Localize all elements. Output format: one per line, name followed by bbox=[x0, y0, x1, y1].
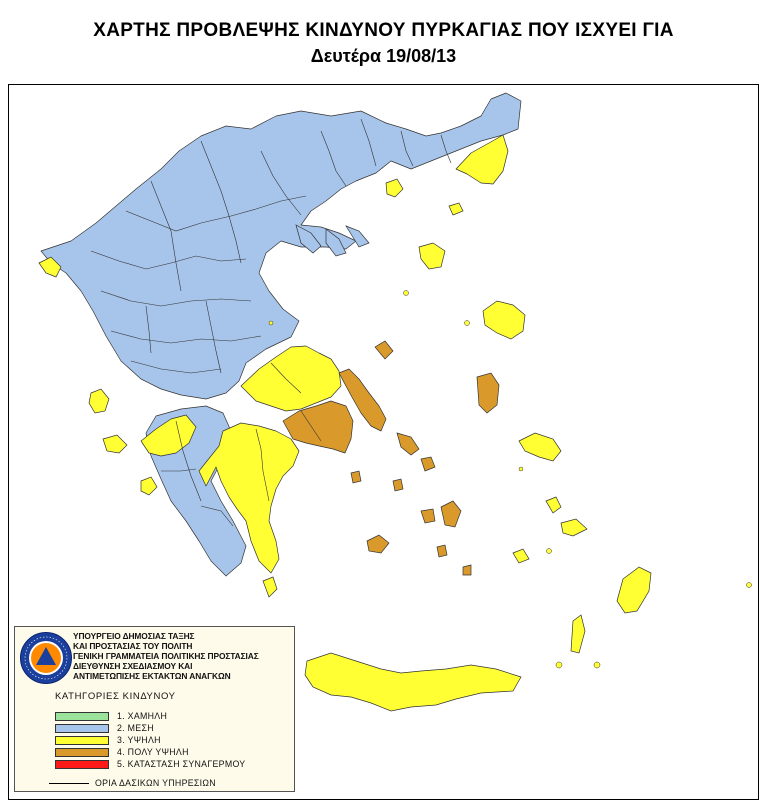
island-naxos bbox=[441, 501, 461, 527]
island-karpathos bbox=[571, 615, 585, 653]
swatch-low bbox=[55, 712, 109, 721]
island-ikaria bbox=[561, 519, 587, 536]
island-kos bbox=[513, 549, 529, 563]
island-santorini bbox=[463, 565, 471, 575]
categories-title: ΚΑΤΗΓΟΡΙΕΣ ΚΙΝΔΥΝΟΥ bbox=[55, 691, 176, 702]
island-andros bbox=[397, 433, 419, 455]
map-date: Δευτέρα 19/08/13 bbox=[310, 46, 457, 66]
island-zakynthos bbox=[141, 477, 157, 495]
map-title: ΧΑΡΤΗΣ ΠΡΟΒΛΕΨΗΣ ΚΙΝΔΥΝΟΥ ΠΥΡΚΑΓΙΑΣ ΠΟΥ ΙΣΧΥΕΙ ΓΙΑ bbox=[93, 20, 674, 41]
ministry-line-2: ΚΑΙ ΠΡΟΣΤΑΣΙΑΣ ΤΟΥ ΠΟΛΙΤΗ bbox=[73, 641, 193, 651]
border-label: ΟΡΙΑ ΔΑΣΙΚΩΝ ΥΠΗΡΕΣΙΩΝ bbox=[95, 778, 216, 788]
island-ios bbox=[437, 545, 447, 557]
ministry-line-4: ΔΙΕΥΘΥΝΣΗ ΣΧΕΔΙΑΣΜΟΥ ΚΑΙ bbox=[73, 661, 193, 671]
ministry-line-5: ΑΝΤΙΜΕΤΩΠΙΣΗΣ ΕΚΤΑΚΤΩΝ ΑΝΑΓΚΩΝ bbox=[73, 671, 231, 681]
island-samos bbox=[546, 497, 561, 513]
island-milos bbox=[367, 535, 389, 553]
civil-protection-emblem-icon bbox=[19, 631, 73, 685]
category-label-very-high: 4. ΠΟΛΥ ΥΨΗΛΗ bbox=[117, 747, 189, 757]
island-thasos bbox=[386, 179, 403, 197]
island-kythnos bbox=[351, 471, 361, 483]
islets bbox=[269, 291, 752, 669]
category-label-medium: 2. ΜΕΣΗ bbox=[117, 723, 154, 733]
orange-islands bbox=[351, 341, 499, 575]
swatch-high bbox=[55, 736, 109, 745]
island-skyros bbox=[477, 373, 499, 413]
legend-panel bbox=[14, 626, 295, 792]
category-label-low: 1. ΧΑΜΗΛΗ bbox=[117, 711, 168, 721]
island-samothraki bbox=[449, 203, 463, 215]
island-crete bbox=[305, 653, 521, 711]
category-label-alert: 5. ΚΑΤΑΣΤΑΣΗ ΣΥΝΑΓΕΡΜΟΥ bbox=[117, 759, 246, 769]
island-kefalonia bbox=[103, 435, 127, 453]
swatch-medium bbox=[55, 724, 109, 733]
island-paros bbox=[421, 509, 435, 523]
island-chios bbox=[519, 433, 561, 461]
swatch-alert bbox=[55, 760, 109, 769]
ministry-line-1: ΥΠΟΥΡΓΕΙΟ ΔΗΜΟΣΙΑΣ ΤΑΞΗΣ bbox=[73, 631, 195, 641]
island-skopelos bbox=[375, 341, 393, 359]
island-rhodes bbox=[617, 567, 651, 613]
island-limnos bbox=[419, 243, 445, 269]
island-lefkada bbox=[89, 389, 109, 413]
category-label-high: 3. ΥΨΗΛΗ bbox=[117, 735, 161, 745]
island-kythira bbox=[263, 577, 277, 597]
island-lesvos bbox=[483, 301, 525, 339]
region-mainland-north bbox=[41, 93, 521, 399]
island-syros bbox=[393, 479, 403, 491]
ministry-line-3: ΓΕΝΙΚΗ ΓΡΑΜΜΑΤΕΙΑ ΠΟΛΙΤΙΚΗΣ ΠΡΟΣΤΑΣΙΑΣ bbox=[73, 651, 259, 661]
border-line-swatch bbox=[49, 783, 89, 784]
island-tinos bbox=[421, 457, 435, 471]
swatch-very-high bbox=[55, 748, 109, 757]
